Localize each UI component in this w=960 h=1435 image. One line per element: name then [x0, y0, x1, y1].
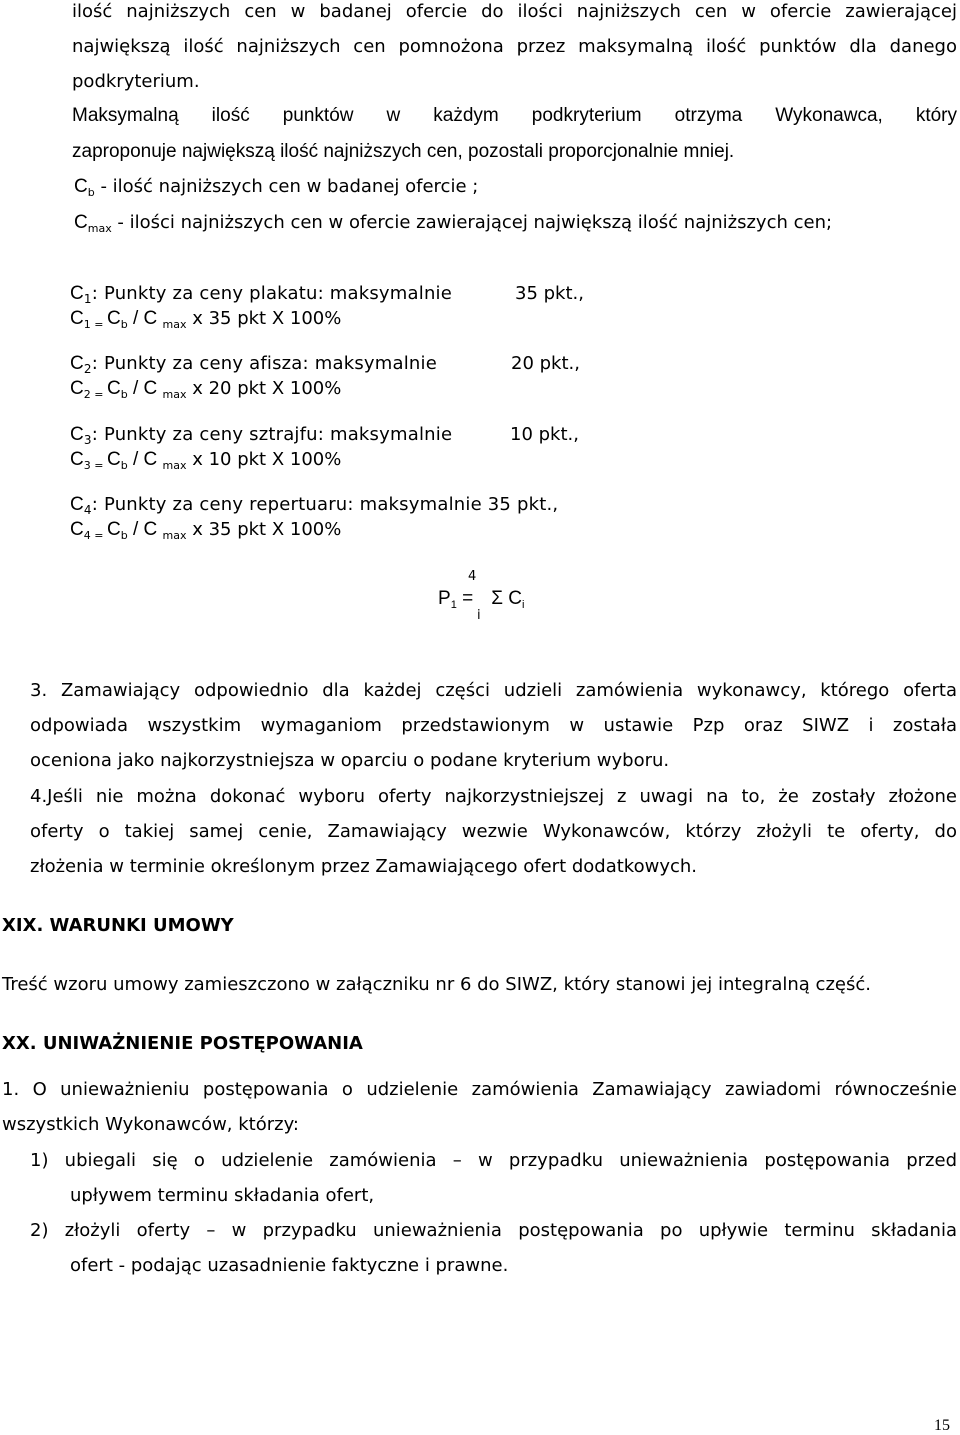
criterion-c1-formula: $C_1$ $_=$ $C_b$ / C $_{max}$ x 35 pkt X 100% [70, 308, 342, 331]
paragraph-3-line-2: odpowiada wszystkim wymaganiom przedstawionym w ustawie Pzp oraz SIWZ i została [30, 715, 957, 736]
sum-lower-index: i [477, 608, 481, 623]
page-number: 15 [934, 1417, 950, 1434]
paragraph-4-line-3: złożenia w terminie określonym przez Zamawiającego ofert dodatkowych. [30, 856, 697, 877]
intro-line-4: Maksymalną ilość punktów w każdym podkryterium otrzyma Wykonawca, który [72, 105, 957, 126]
section-xix-heading: XIX. WARUNKI UMOWY [2, 915, 234, 936]
section-xx-item-2-line-1: 2) złożyli oferty – w przypadku unieważnienia postępowania po upływie terminu składania [30, 1220, 957, 1241]
section-xx-line-1: 1. O unieważnieniu postępowania o udzielenie zamówienia Zamawiający zawiadomi równocześnie [2, 1079, 957, 1100]
criterion-c2-formula: $C_2$ $_=$ $C_b$ / C $_{max}$ x 20 pkt X 100% [70, 378, 342, 401]
criterion-c3-formula: $C_3$ $_=$ $C_b$ / C $_{max}$ x 10 pkt X 100% [70, 449, 342, 472]
criterion-c1-label: $C_1$: Punkty za ceny plakatu: maksymalnie [70, 283, 453, 306]
intro-line-3: podkryterium. [72, 71, 200, 92]
criterion-c2-label: $C_2$: Punkty za ceny afisza: maksymalnie [70, 353, 437, 376]
paragraph-4-line-2: oferty o takiej samej cenie, Zamawiający wezwie Wykonawców, którzy złożyli te oferty, do [30, 821, 957, 842]
section-xx-item-1-line-2: upływem terminu składania ofert, [70, 1185, 375, 1206]
section-xx-item-1-line-1: 1) ubiegali się o udzielenie zamówienia – w przypadku unieważnienia postępowania przed [30, 1150, 957, 1171]
definition-cb: $C_b$ - ilość najniższych cen w badanej ofercie ; [74, 176, 479, 199]
paragraph-4-line-1: 4.Jeśli nie można dokonać wyboru oferty najkorzystniejszej z uwagi na to, że zostały złożone [30, 786, 957, 807]
criterion-c4-label: $C_4$: Punkty za ceny repertuaru: maksymalnie 35 pkt., [70, 494, 559, 517]
criterion-c3-points: 10 pkt., [510, 424, 579, 445]
section-xix-text: Treść wzoru umowy zamieszczono w załączniku nr 6 do SIWZ, który stanowi jej integralną część. [2, 974, 871, 995]
criterion-c4-formula: $C_4$ $_=$ $C_b$ / C $_{max}$ x 35 pkt X 100% [70, 519, 342, 542]
sum-formula: $P_1 = \Sigma$ $C_i$ [438, 588, 525, 611]
paragraph-3-line-1: 3. Zamawiający odpowiednio dla każdej części udzieli zamówienia wykonawcy, którego oferta [30, 680, 957, 701]
definition-cmax: $C_{max}$ - ilości najniższych cen w ofercie zawierającej największą ilość najniższych cen; [74, 212, 833, 235]
criterion-c1-points: 35 pkt., [515, 283, 584, 304]
section-xx-item-2-line-2: ofert - podając uzasadnienie faktyczne i prawne. [70, 1255, 509, 1276]
intro-line-2: największą ilość najniższych cen pomnożona przez maksymalną ilość punktów dla danego [72, 36, 957, 57]
criterion-c3-label: $C_3$: Punkty za ceny sztrajfu: maksymalnie [70, 424, 453, 447]
intro-line-1: ilość najniższych cen w badanej ofercie do ilości najniższych cen w ofercie zawierającej [72, 1, 957, 22]
section-xx-heading: XX. UNIWAŻNIENIE POSTĘPOWANIA [2, 1033, 363, 1054]
paragraph-3-line-3: oceniona jako najkorzystniejsza w oparciu o podane kryterium wyboru. [30, 750, 670, 771]
sum-upper-limit: 4 [468, 569, 477, 584]
section-xx-line-2: wszystkich Wykonawców, którzy: [2, 1114, 299, 1135]
criterion-c2-points: 20 pkt., [511, 353, 580, 374]
intro-line-5: zaproponuje największą ilość najniższych cen, pozostali proporcjonalnie mniej. [72, 141, 735, 162]
